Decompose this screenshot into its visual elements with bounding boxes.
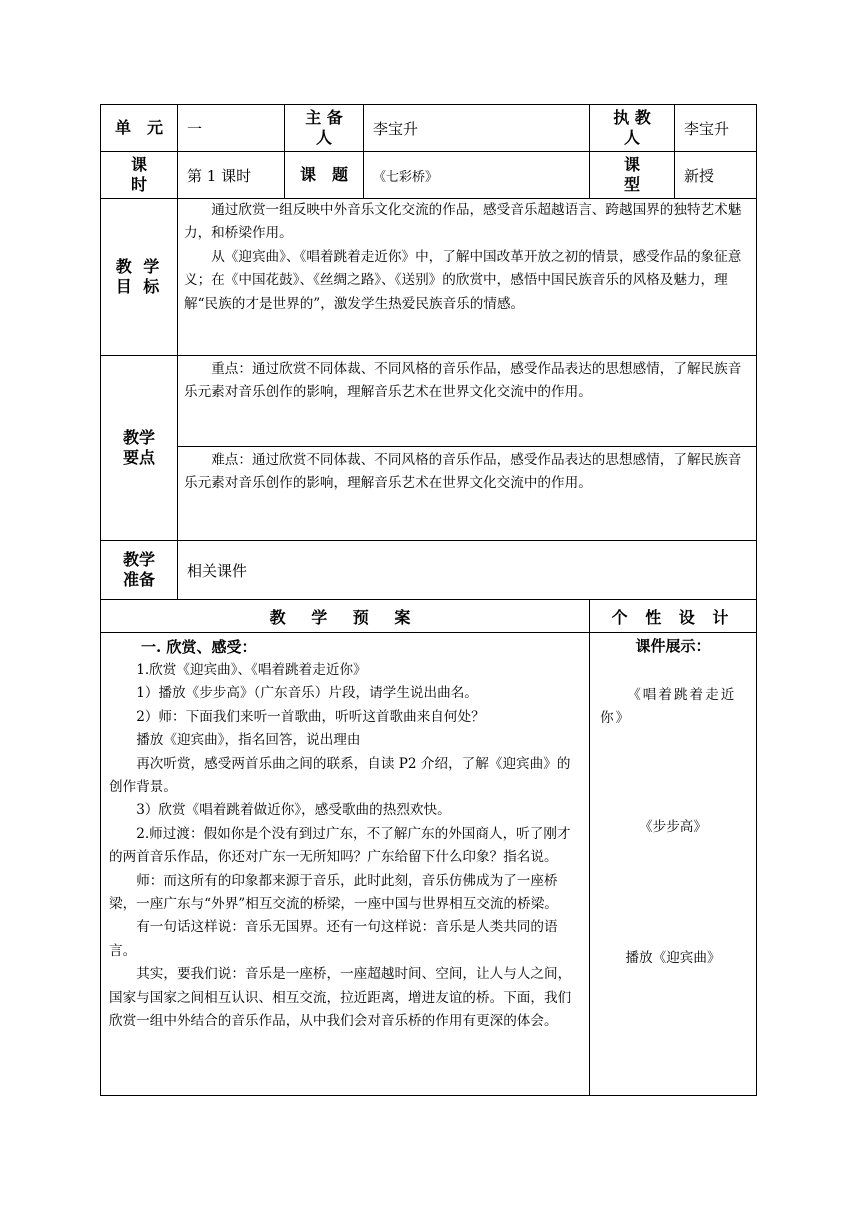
keypoints-label: 教学 要点: [101, 356, 178, 541]
period-value: 第 1 课时: [178, 152, 285, 199]
period-label: 课 时: [101, 152, 178, 199]
plan-row: [101, 633, 757, 1096]
plan-line: 2.师过渡：假如你是个没有到过广东，不了解广东的外国商人，听了刚才的两首音乐作品，你还对广东一无所知吗？广东给留下什么印象？指名说。: [109, 825, 571, 866]
type-value: 新授: [675, 152, 757, 199]
plan-line: 2）师：下面我们来听一首歌曲，听听这首歌曲来自何处？: [136, 708, 485, 725]
focus-row: [101, 356, 757, 447]
plan-line: 有一句话这样说：音乐无国界。还有一句这样说：音乐是人类共同的语言。: [109, 919, 558, 959]
goals-content: [178, 199, 757, 356]
header-row-2: [101, 152, 757, 199]
plan-line: 1.欣赏《迎宾曲》、《唱着跳着走近你》: [136, 662, 367, 678]
goals-paragraph-1: 通过欣赏一组反映中外音乐文化交流的作品，感受音乐超越语言、跨越国界的独特艺术魅力，和桥梁作用。: [184, 202, 742, 242]
plan-line: 其实，要我们说：音乐是一座桥，一座超越时间、空间，让人与人之间，国家与国家之间相互认识、相互交流，拉近距离，增进友谊的桥。下面，我们欣赏一组中外结合的音乐作品，从中我们会对音乐桥的作用有更深的体会。: [109, 966, 572, 1030]
teacher-label: 执 教 人: [590, 105, 675, 152]
goals-label: 教 学 目 标: [101, 199, 178, 356]
plan-header: 教 学 预 案: [101, 600, 590, 633]
difficulty-content: [178, 447, 757, 541]
plan-section-title: 一. 欣赏、感受：: [141, 638, 257, 656]
plan-line: 1）播放《步步高》（广东音乐）片段，请学生说出曲名。: [136, 685, 478, 702]
topic-value: 《七彩桥》: [364, 152, 590, 199]
prep-teacher-value: 李宝升: [364, 105, 590, 152]
plan-line: 师：而这所有的印象都来源于音乐，此时此刻，音乐仿佛成为了一座桥梁，一座广东与“外界”相互交流的桥梁，一座中国与世界相互交流的桥梁。: [109, 872, 558, 913]
type-label: 课 型: [590, 152, 675, 199]
goals-row: [101, 199, 757, 356]
design-content: [590, 633, 757, 1096]
focus-text: 重点：通过欣赏不同体裁、不同风格的音乐作品，感受作品表达的思想感情，了解民族音乐元素对音乐创作的影响，理解音乐艺术在世界文化交流中的作用。: [184, 361, 742, 401]
focus-content: [178, 356, 757, 447]
design-header: 个 性 设 计: [590, 600, 757, 633]
unit-label: 单 元: [101, 105, 178, 152]
prep-label: 教学 准备: [101, 541, 178, 600]
goals-paragraph-2: 从《迎宾曲》、《唱着跳着走近你》中，了解中国改革开放之初的情景，感受作品的象征意义；在《中国花鼓》、《丝绸之路》、《送别》的欣赏中，感悟中国民族音乐的风格及魅力，理解“民族的才是世界的”，激发学生热爱民族音乐的情感。: [184, 248, 742, 312]
plan-content: [101, 633, 590, 1096]
plan-line: 播放《迎宾曲》，指名回答，说出理由: [136, 732, 361, 749]
unit-value: 一: [178, 105, 285, 152]
header-row-1: [101, 105, 757, 152]
plan-header-row: [101, 600, 757, 633]
topic-label: 课 题: [285, 152, 364, 199]
plan-line: 再次听赏，感受两首乐曲之间的联系，自读 P2 介绍，了解《迎宾曲》的创作背景。: [109, 755, 571, 796]
prep-teacher-label: 主 备 人: [285, 105, 364, 152]
design-title: 课件展示：: [635, 637, 711, 655]
difficulty-row: [101, 447, 757, 541]
prep-value: 相关课件: [178, 541, 757, 600]
plan-line: 3）欣赏《唱着跳着做近你》，感受歌曲的热烈欢快。: [136, 802, 451, 819]
difficulty-text: 难点：通过欣赏不同体裁、不同风格的音乐作品，感受作品表达的思想感情，了解民族音乐元素对音乐创作的影响，理解音乐艺术在世界文化交流中的作用。: [184, 452, 742, 492]
design-item-3: 播放《迎宾曲》: [625, 950, 721, 966]
design-item-2: 《步步高》: [639, 819, 707, 835]
lesson-plan-form: [100, 104, 756, 1096]
teacher-value: 李宝升: [675, 105, 757, 152]
prep-row: [101, 541, 757, 600]
lesson-plan-table: [100, 104, 757, 1096]
design-item-1: 《唱着跳着走近你》: [600, 687, 737, 726]
